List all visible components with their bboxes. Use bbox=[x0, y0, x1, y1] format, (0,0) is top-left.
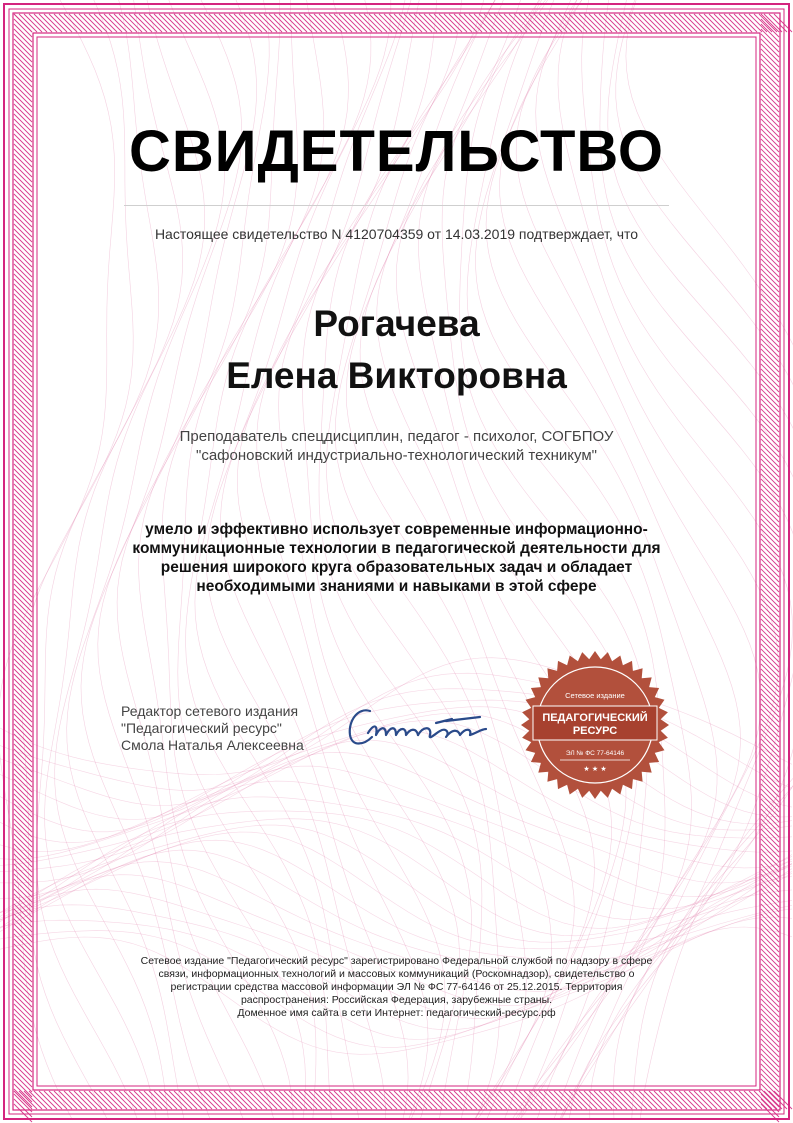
editor-block bbox=[121, 703, 341, 754]
position-line: "сафоновский индустриально-технологический техникум" bbox=[196, 447, 597, 464]
footer-line: регистрации средства массовой информации ЭЛ № ФС 77-64146 от 25.12.2015. Территория bbox=[170, 981, 623, 993]
position-line: Преподаватель спецдисциплин, педагог - психолог, СОГБПОУ bbox=[179, 428, 614, 445]
achievement-line: коммуникационные технологии в педагогической деятельности для bbox=[132, 540, 661, 557]
footer-line: распространения: Российская Федерация, зарубежные страны. bbox=[240, 994, 553, 1006]
achievement-line: умело и эффективно использует современные информационно- bbox=[145, 521, 648, 538]
achievement-line: необходимыми знаниями и навыками в этой сфере bbox=[196, 578, 597, 595]
title-divider bbox=[124, 205, 669, 206]
seal-stars: ★ ★ ★ bbox=[583, 765, 607, 773]
recipient-surname: Рогачева bbox=[313, 303, 480, 344]
editor-publication: "Педагогический ресурс" bbox=[121, 720, 282, 736]
recipient-given-names: Елена Викторовна bbox=[226, 355, 567, 396]
editor-name: Смола Наталья Алексеевна bbox=[121, 737, 304, 753]
recipient-name bbox=[0, 298, 793, 402]
footer-line: Сетевое издание "Педагогический ресурс" зарегистрировано Федеральной службой по надзору в сфере bbox=[140, 955, 653, 967]
seal-license: ЭЛ № ФС 77-64146 bbox=[565, 750, 625, 757]
editor-role: Редактор сетевого издания bbox=[121, 703, 299, 719]
seal-main-line1: ПЕДАГОГИЧЕСКИЙ bbox=[542, 712, 648, 724]
certificate-statement: Настоящее свидетельство N 4120704359 от 14.03.2019 подтверждает, что bbox=[154, 226, 639, 242]
footer-line: связи, информационных технологий и массовых коммуникаций (Роскомнадзор), свидетельство о bbox=[158, 968, 635, 980]
recipient-position bbox=[100, 427, 693, 465]
editor-signature bbox=[340, 693, 500, 763]
publication-seal bbox=[520, 650, 670, 800]
seal-top-text: Сетевое издание bbox=[565, 691, 625, 700]
achievement-line: решения широкого круга образовательных задач и обладает bbox=[160, 559, 633, 576]
seal-main-line2: РЕСУРС bbox=[572, 725, 618, 737]
achievement-text bbox=[100, 520, 693, 596]
certificate-title: СВИДЕТЕЛЬСТВО bbox=[129, 119, 664, 184]
registration-footer bbox=[110, 955, 683, 1020]
footer-line: Доменное имя сайта в сети Интернет: педагогический-ресурс.рф bbox=[237, 1007, 556, 1019]
